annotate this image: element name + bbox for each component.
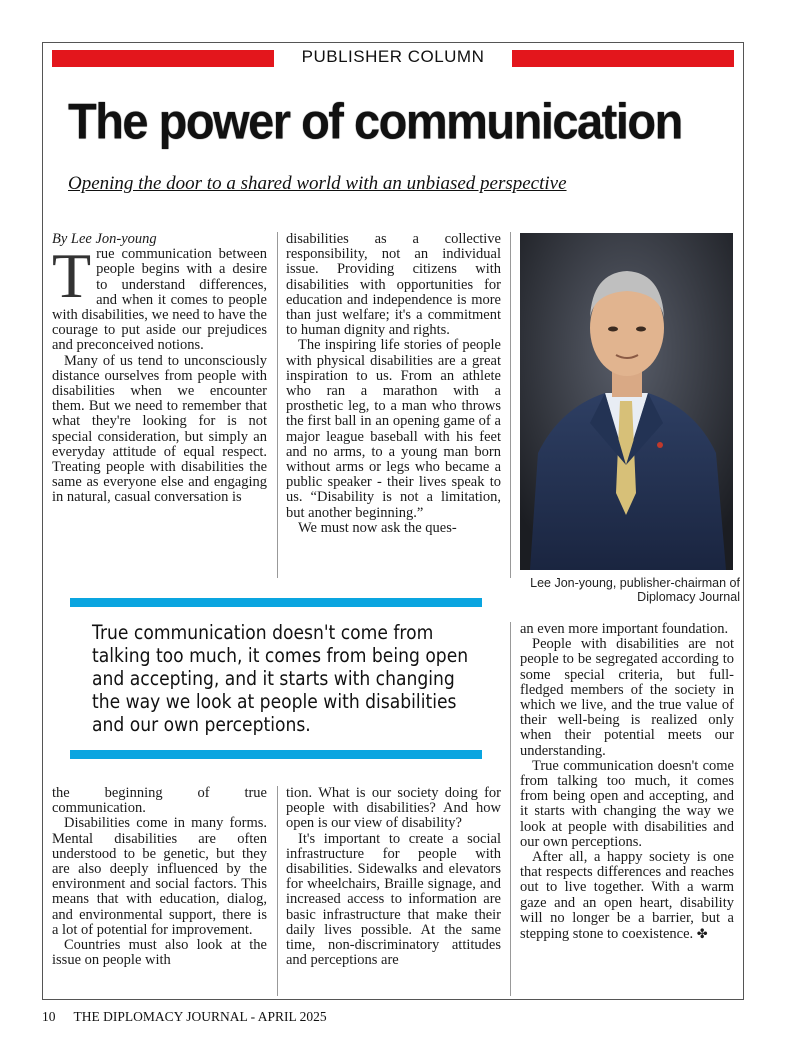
- paragraph: the beginning of true communication.: [52, 785, 267, 817]
- column-1-bottom: [52, 786, 267, 968]
- column-divider: [510, 232, 511, 578]
- header-red-bar-right: [512, 50, 734, 67]
- drop-cap: T: [52, 240, 92, 312]
- subheadline: Opening the door to a shared world with an unbiased perspective: [68, 173, 567, 194]
- paragraph: We must now ask the ques-: [298, 519, 457, 536]
- paragraph: It's important to create a social infrastructure for people with disabilities. Sidewalks and elevators for wheelchairs, Braille signage, and increased access to information are basic infrastructure that make their daily lives possible. At the same time, non-discriminatory attitudes and perceptions are: [286, 830, 501, 969]
- pull-quote-bar-bottom: [70, 750, 482, 759]
- paragraph: True communication between people begins with a desire to understand differences, and when it comes to people with disabilities, we need to have the courage to put aside our prejudices and preconceived notions.: [52, 240, 267, 354]
- paragraph: The inspiring life stories of people with physical disabilities are a great inspiration to us. From an athlete who ran a marathon with a prosthetic leg, to a man who throws the first ball in an opening game of a major league baseball with his feet and no arms, to a young man born without arms or legs who became a public speaker - their lives speak to us. “Disability is not a limitation, but another beginning.”: [286, 337, 501, 521]
- paragraph: an even more important foundation.: [520, 621, 729, 637]
- paragraph: Countries must also look at the issue on people with: [52, 937, 267, 969]
- paragraph: disabilities as a collective responsibility, not an individual issue. Providing citizens with disabilities with opportunities for education and independence is more than just welfare; it's a commitment to human dignity and rights.: [286, 231, 501, 339]
- page-number: 10: [42, 1009, 56, 1024]
- column-2-top: [286, 232, 501, 536]
- paragraph: Many of us tend to unconsciously distance ourselves from people with disabilities when we encounter them. But we need to remember that what they're looking for is not special consideration, but simply an everyday attitude of equal respect. Treating people with disabilities the same as everyone else and engaging in natural, casual conversation is: [52, 352, 267, 506]
- page-footer: [42, 1009, 327, 1025]
- byline: By Lee Jon-young: [52, 231, 157, 247]
- paragraph: After all, a happy society is one that respects differences and reaches out to live together. With a warm gaze and an open heart, disability will no longer be a barrier, but a stepping stone to coexistence. ✤: [520, 849, 734, 943]
- portrait-illustration: [520, 233, 733, 570]
- column-1-top: [52, 232, 267, 506]
- paragraph: Disabilities come in many forms. Mental disabilities are often understood to be genetic, but they are also deeply influenced by the environment and social factors. This means that with education, dialog, and environmental support, there is a lot of potential for improvement.: [52, 815, 267, 938]
- paragraph: True communication doesn't come from talking too much, it comes from being open and accepting, and it starts with changing the way we look at people with disabilities and our own perceptions.: [520, 757, 734, 850]
- headline: The power of communication: [68, 93, 682, 150]
- publication-name: THE DIPLOMACY JOURNAL - APRIL 2025: [73, 1009, 327, 1024]
- column-divider: [277, 232, 278, 578]
- column-divider: [510, 622, 511, 996]
- publisher-portrait-photo: [520, 233, 733, 570]
- pull-quote: True communication doesn't come from talking too much, it comes from being open and accepting, and it starts with changing the way we look at people with disabilities and our own perceptions.: [92, 621, 469, 736]
- column-2-bottom: [286, 786, 501, 968]
- section-label: PUBLISHER COLUMN: [301, 47, 485, 66]
- paragraph: People with disabilities are not people to be segregated according to some special criteria, but full-fledged members of the society in which we live, and the true value of their well-being is realized only when their potential meets our understanding.: [520, 636, 734, 759]
- photo-caption: Lee Jon-young, publisher-chairman of Diplomacy Journal: [530, 576, 740, 604]
- pull-quote-bar-top: [70, 598, 482, 607]
- header-red-bar-left: [52, 50, 274, 67]
- column-3: [520, 622, 734, 942]
- column-divider: [277, 786, 278, 996]
- paragraph: tion. What is our society doing for people with disabilities? And how open is our view of disability?: [286, 785, 501, 832]
- end-mark-icon: ✤: [696, 926, 708, 942]
